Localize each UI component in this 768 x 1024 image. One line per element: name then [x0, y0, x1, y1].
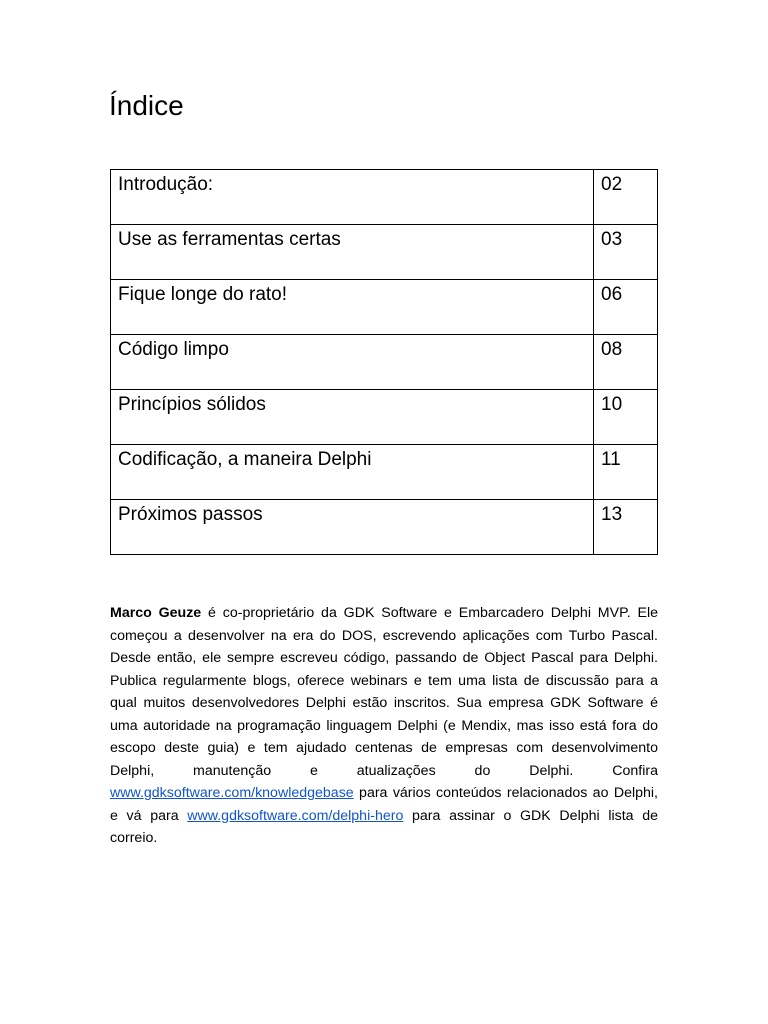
- toc-row: [111, 225, 658, 280]
- toc-entry-label: Princípios sólidos: [111, 390, 594, 445]
- toc-row: [111, 335, 658, 390]
- toc-entry-page: 08: [594, 335, 658, 390]
- toc-entry-label: Fique longe do rato!: [111, 280, 594, 335]
- bio-text: para assinar o GDK Delphi lista de correio.: [110, 807, 658, 846]
- bio-text: para vários conteúdos relacionados ao Delphi, e vá para: [110, 785, 658, 824]
- delphi-hero-link[interactable]: www.gdksoftware.com/delphi-hero: [187, 807, 404, 824]
- toc-entry-page: 11: [594, 445, 658, 500]
- toc-entry-label: Próximos passos: [111, 500, 594, 555]
- page-title: Índice: [109, 90, 184, 121]
- toc-entry-label: Código limpo: [111, 335, 594, 390]
- toc-row: [111, 500, 658, 555]
- author-bio: [110, 602, 658, 850]
- bio-text: é co-proprietário da GDK Software e Embarcadero Delphi MVP. Ele começou a desenvolver na era do DOS, escrevendo aplicações com Turbo Pascal. Desde então, ele sempre escreveu código, passando de Object Pascal para Delphi. Publica regularmente blogs, oferece webinars e tem uma lista de discussão para a qual muitos desenvolvedores Delphi estão inscritos. Sua empresa GDK Software é uma autoridade na programação linguagem Delphi (e Mendix, mas isso está fora do escopo deste guia) e tem ajudado centenas de empresas com desenvolvimento Delphi, manutenção e atualizações do Delphi. Confira: [110, 605, 658, 779]
- toc-entry-label: Introdução:: [111, 170, 594, 225]
- toc-row: [111, 390, 658, 445]
- toc-entry-page: 10: [594, 390, 658, 445]
- toc-row: [111, 170, 658, 225]
- author-name: Marco Geuze: [110, 605, 202, 621]
- toc-entry-page: 13: [594, 500, 658, 555]
- toc-entry-label: Use as ferramentas certas: [111, 225, 594, 280]
- table-of-contents: [110, 169, 658, 555]
- toc-entry-label: Codificação, a maneira Delphi: [111, 445, 594, 500]
- toc-entry-page: 06: [594, 280, 658, 335]
- toc-entry-page: 02: [594, 170, 658, 225]
- toc-row: [111, 280, 658, 335]
- knowledgebase-link[interactable]: www.gdksoftware.com/knowledgebase: [110, 785, 354, 801]
- toc-entry-page: 03: [594, 225, 658, 280]
- toc-row: [111, 445, 658, 500]
